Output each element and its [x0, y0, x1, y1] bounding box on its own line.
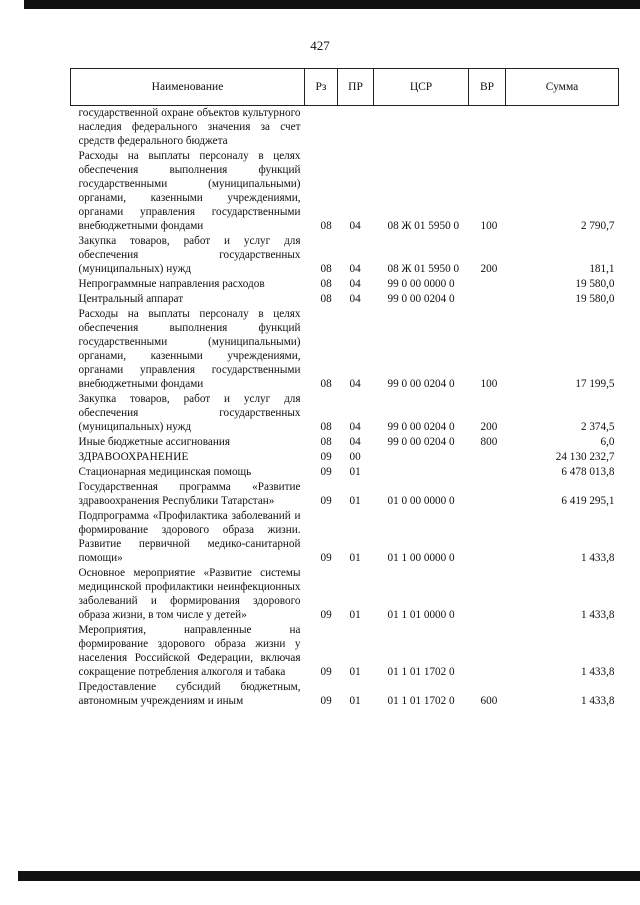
header-csr: ЦСР: [374, 69, 469, 106]
row-pr: 04: [349, 263, 361, 275]
row-sum: 19 580,0: [575, 278, 615, 290]
table-row: [71, 435, 619, 450]
row-pr: 04: [349, 293, 361, 305]
table-row: [71, 392, 619, 435]
row-pr: 01: [349, 609, 361, 621]
table-row: [71, 450, 619, 465]
row-csr: 99 0 00 0204 0: [387, 293, 455, 305]
row-sum: 6 419 295,1: [561, 495, 615, 507]
row-name: Стационарная медицинская помощь: [78, 466, 252, 478]
table-row: [71, 509, 619, 566]
table-row: [71, 480, 619, 509]
row-pr: 04: [349, 220, 361, 232]
row-name: Закупка товаров, работ и услуг для обеспечения государственных (муниципальных) нужд: [78, 393, 301, 433]
row-csr: 08 Ж 01 5950 0: [387, 220, 460, 232]
row-name: Предоставление субсидий бюджетным, автономным учреждениям и иным: [78, 681, 301, 707]
row-sum: 2 374,5: [580, 421, 615, 433]
table-row: [71, 680, 619, 709]
row-vr: [469, 292, 506, 307]
row-vr: [469, 465, 506, 480]
row-vr: 200: [480, 421, 498, 433]
row-sum: 1 433,8: [580, 695, 615, 707]
row-pr: 04: [349, 421, 361, 433]
header-pr: ПР: [338, 69, 374, 106]
row-sum: 6,0: [600, 436, 615, 448]
table-row: [71, 106, 619, 150]
row-csr: 08 Ж 01 5950 0: [387, 263, 460, 275]
table-body: [71, 106, 619, 710]
row-name: Государственная программа «Развитие здравоохранения Республики Татарстан»: [78, 481, 301, 507]
row-pr: 01: [349, 552, 361, 564]
row-name: Непрограммные направления расходов: [78, 278, 265, 290]
scan-border-top: [24, 0, 640, 9]
row-sum: 24 130 232,7: [555, 451, 615, 463]
budget-table: [70, 68, 619, 709]
row-csr: 99 0 00 0204 0: [387, 436, 455, 448]
row-rz: 08: [320, 263, 332, 275]
table-row: [71, 234, 619, 277]
row-rz: 09: [320, 695, 332, 707]
table-row: [71, 277, 619, 292]
row-vr: [469, 509, 506, 566]
table-row: [71, 623, 619, 680]
row-vr: 800: [480, 436, 498, 448]
scan-border-bottom: [18, 871, 640, 881]
table-row: [71, 307, 619, 392]
row-sum: 1 433,8: [580, 666, 615, 678]
table-row: [71, 566, 619, 623]
row-sum: 181,1: [589, 263, 615, 275]
header-name: Наименование: [71, 69, 305, 106]
row-pr: 01: [349, 695, 361, 707]
row-name: Иные бюджетные ассигнования: [78, 436, 230, 448]
row-pr: 04: [349, 278, 361, 290]
row-rz: [305, 106, 338, 150]
row-csr: 01 1 01 1702 0: [387, 666, 455, 678]
row-sum: 19 580,0: [575, 293, 615, 305]
header-rz: Рз: [305, 69, 338, 106]
row-rz: 09: [320, 609, 332, 621]
row-csr: 01 0 00 0000 0: [387, 495, 455, 507]
row-rz: 08: [320, 421, 332, 433]
row-rz: 09: [320, 466, 332, 478]
table-row: [71, 465, 619, 480]
row-name: Мероприятия, направленные на формирование здорового образа жизни у населения Российской Федерации, включая сокращение потребления алкоголя и табака: [78, 624, 301, 678]
row-csr: [374, 450, 469, 465]
row-csr: [374, 465, 469, 480]
row-sum: 6 478 013,8: [561, 466, 615, 478]
row-pr: 01: [349, 666, 361, 678]
row-vr: 200: [480, 263, 498, 275]
row-pr: 01: [349, 466, 361, 478]
row-rz: 09: [320, 495, 332, 507]
row-pr: 00: [349, 451, 361, 463]
row-vr: [469, 480, 506, 509]
row-name: Закупка товаров, работ и услуг для обеспечения государственных (муниципальных) нужд: [78, 235, 301, 275]
row-pr: 01: [349, 495, 361, 507]
row-sum: 1 433,8: [580, 609, 615, 621]
row-csr: [374, 106, 469, 150]
row-csr: 01 1 00 0000 0: [387, 552, 455, 564]
header-sum: Сумма: [506, 69, 619, 106]
row-csr: 99 0 00 0000 0: [387, 278, 455, 290]
row-rz: 08: [320, 293, 332, 305]
row-rz: 08: [320, 436, 332, 448]
row-rz: 09: [320, 666, 332, 678]
row-rz: 08: [320, 220, 332, 232]
row-sum: [506, 106, 619, 150]
row-pr: [338, 106, 374, 150]
row-name: ЗДРАВООХРАНЕНИЕ: [78, 451, 189, 463]
row-vr: [469, 106, 506, 150]
row-rz: 08: [320, 378, 332, 390]
header-vr: ВР: [469, 69, 506, 106]
row-name: Расходы на выплаты персоналу в целях обеспечения выполнения функций государственными (муниципальными) органами, казенными учреждениями, органами управления государственными внебюджетными фондами: [78, 150, 301, 232]
row-vr: 100: [480, 378, 498, 390]
row-sum: 2 790,7: [580, 220, 615, 232]
row-name: Подпрограмма «Профилактика заболеваний и формирование здорового образа жизни. Развитие первичной медико-санитарной помощи»: [78, 510, 301, 564]
row-rz: 09: [320, 552, 332, 564]
row-csr: 01 1 01 0000 0: [387, 609, 455, 621]
row-sum: 17 199,5: [575, 378, 615, 390]
row-csr: 01 1 01 1702 0: [387, 695, 455, 707]
row-name: государственной охране объектов культурного наследия федерального значения за счет средств федерального бюджета: [78, 107, 301, 147]
row-vr: 600: [480, 695, 498, 707]
row-name: Расходы на выплаты персоналу в целях обеспечения выполнения функций государственными (муниципальными) органами, казенными учреждениями, органами управления государственными внебюджетными фондами: [78, 308, 301, 390]
row-pr: 04: [349, 436, 361, 448]
table-row: [71, 292, 619, 307]
row-name: Основное мероприятие «Развитие системы медицинской профилактики неинфекционных заболеваний и формирования здорового образа жизни, в том числе у детей»: [78, 567, 301, 621]
row-rz: 08: [320, 278, 332, 290]
row-pr: 04: [349, 378, 361, 390]
row-vr: [469, 277, 506, 292]
row-csr: 99 0 00 0204 0: [387, 378, 455, 390]
table-header: [71, 69, 619, 106]
row-csr: 99 0 00 0204 0: [387, 421, 455, 433]
row-vr: 100: [480, 220, 498, 232]
row-sum: 1 433,8: [580, 552, 615, 564]
row-vr: [469, 623, 506, 680]
table-row: [71, 149, 619, 234]
page-number: 427: [310, 38, 330, 53]
row-name: Центральный аппарат: [78, 293, 184, 305]
row-rz: 09: [320, 451, 332, 463]
row-vr: [469, 450, 506, 465]
row-vr: [469, 566, 506, 623]
